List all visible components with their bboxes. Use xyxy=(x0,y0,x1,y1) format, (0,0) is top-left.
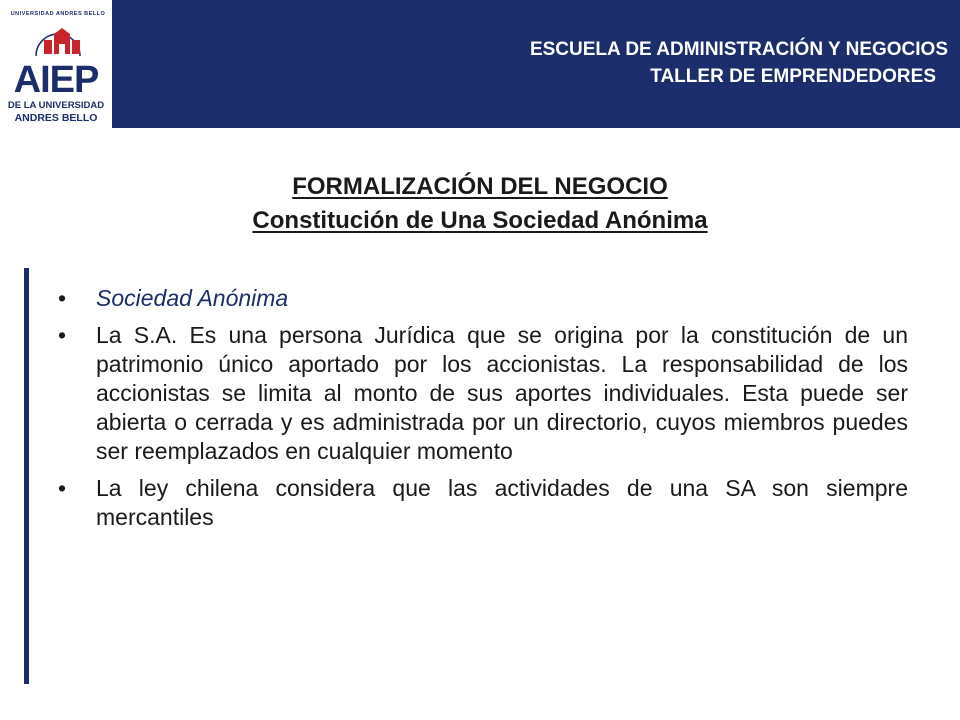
title-line1: FORMALIZACIÓN DEL NEGOCIO xyxy=(292,173,668,200)
list-item xyxy=(56,321,908,466)
bullet-marker: • xyxy=(58,285,67,311)
bullet-text: Sociedad Anónima xyxy=(96,285,289,311)
bullet-list xyxy=(56,284,908,540)
building-right-icon xyxy=(72,40,80,54)
page-title xyxy=(0,170,960,238)
accent-bar xyxy=(24,268,29,684)
aiep-logo xyxy=(0,0,114,128)
bullet-marker: • xyxy=(58,322,67,348)
logo-sub-line1: DE LA UNIVERSIDAD xyxy=(7,100,105,111)
bullet-text: La ley chilena considera que las actividades de una SA son siempre mercantiles xyxy=(96,475,908,530)
aiep-logo-graphic xyxy=(0,0,112,128)
bullet-marker: • xyxy=(58,475,67,501)
building-left-icon xyxy=(44,40,52,54)
header-text xyxy=(388,36,948,90)
list-item xyxy=(56,474,908,532)
title-line2: Constitución de Una Sociedad Anónima xyxy=(252,207,708,234)
bullet-text: La S.A. Es una persona Jurídica que se origina por la constitución de un patrimonio único aportado por los accionistas. La responsabilidad de los accionistas se limita al monto de sus aportes individuales. Esta puede ser abierta o cerrada y es administrada por un directorio, cuyos miembros puedes ser reemplazados en cualquier momento xyxy=(96,322,908,464)
list-item xyxy=(56,284,908,313)
header-band xyxy=(0,0,960,128)
seal-ring-text: UNIVERSIDAD ANDRES BELLO xyxy=(10,11,106,17)
workshop-name: TALLER DE EMPRENDEDORES xyxy=(650,66,936,87)
school-name: ESCUELA DE ADMINISTRACIÓN Y NEGOCIOS xyxy=(529,39,948,60)
logo-brand-text: AIEP xyxy=(13,59,99,101)
logo-sub-line2: ANDRES BELLO xyxy=(14,112,98,124)
